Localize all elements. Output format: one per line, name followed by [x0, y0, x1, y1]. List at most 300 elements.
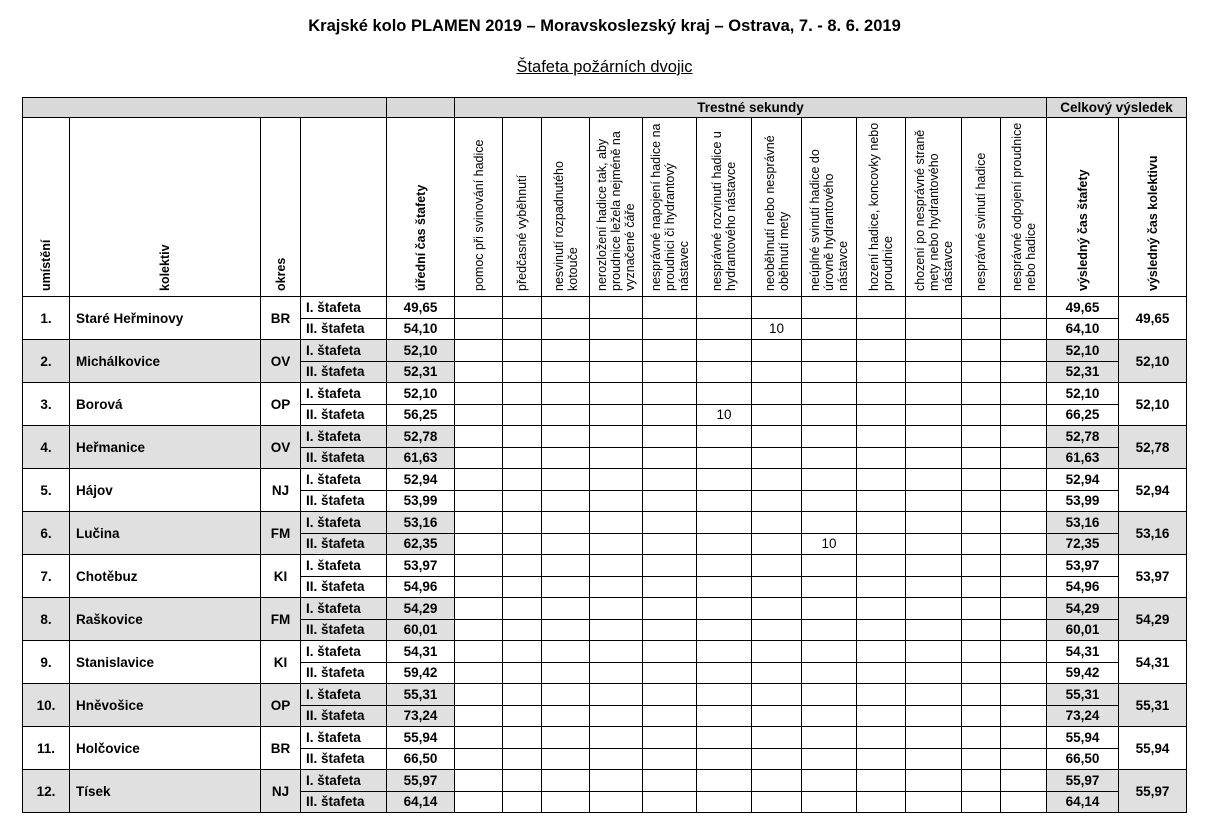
table-row — [23, 340, 1187, 362]
team-name-cell: Stanislavice — [70, 641, 261, 684]
penalty-cell — [590, 490, 643, 512]
penalty-cell — [697, 512, 752, 534]
relay-label-cell: II. štafeta — [301, 361, 387, 383]
district-cell: OV — [261, 340, 301, 383]
official-time-cell: 60,01 — [387, 619, 455, 641]
penalty-cell — [697, 533, 752, 555]
penalty-cell — [802, 770, 857, 792]
final-time-cell: 49,65 — [1047, 297, 1119, 319]
penalty-cell — [1001, 533, 1047, 555]
rank-cell: 1. — [23, 297, 70, 340]
penalty-cell — [962, 727, 1001, 749]
final-time-cell: 59,42 — [1047, 662, 1119, 684]
penalty-cell — [962, 533, 1001, 555]
final-time-cell: 53,97 — [1047, 555, 1119, 577]
penalty-cell — [590, 318, 643, 340]
penalty-column-header-text: nerozložení hadice tak, aby proudnice ležela nejméně na vyznačené čáře — [595, 131, 637, 291]
rank-cell: 10. — [23, 684, 70, 727]
team-name-cell: Tísek — [70, 770, 261, 813]
relay-label-cell: II. štafeta — [301, 490, 387, 512]
official-time-cell: 61,63 — [387, 447, 455, 469]
penalty-cell — [802, 555, 857, 577]
rank-cell: 6. — [23, 512, 70, 555]
official-time-column-header-rotated — [393, 121, 449, 291]
penalty-cell — [1001, 684, 1047, 706]
penalty-cell — [590, 791, 643, 813]
final-time-cell: 66,50 — [1047, 748, 1119, 770]
penalty-cell — [697, 684, 752, 706]
penalty-cell — [857, 533, 906, 555]
penalty-cell — [802, 748, 857, 770]
penalty-cell — [802, 791, 857, 813]
penalty-cell — [697, 748, 752, 770]
penalty-cell — [1001, 662, 1047, 684]
table-row — [23, 555, 1187, 577]
official-time-cell: 66,50 — [387, 748, 455, 770]
penalty-column-header-rotated — [503, 121, 542, 291]
team-result-column-header — [1119, 118, 1187, 297]
group-header-blank — [23, 98, 387, 118]
page-title: Krajské kolo PLAMEN 2019 – Moravskoslezský kraj – Ostrava, 7. - 8. 6. 2019 — [308, 17, 901, 35]
team-name-cell: Borová — [70, 383, 261, 426]
official-time-cell: 49,65 — [387, 297, 455, 319]
penalty-cell — [697, 770, 752, 792]
penalty-cell — [503, 619, 542, 641]
official-time-cell: 62,35 — [387, 533, 455, 555]
penalty-cell — [906, 662, 962, 684]
table-row — [23, 727, 1187, 749]
penalty-cell — [906, 791, 962, 813]
penalty-cell — [906, 404, 962, 426]
penalty-cell — [906, 447, 962, 469]
penalty-cell — [542, 619, 590, 641]
penalty-column-header — [542, 118, 590, 297]
penalty-cell — [455, 555, 503, 577]
penalty-cell — [542, 426, 590, 448]
penalty-cell — [962, 361, 1001, 383]
penalty-cell — [590, 361, 643, 383]
district-column-header-text: okres — [273, 257, 288, 291]
penalty-cell — [643, 512, 697, 534]
penalty-cell — [906, 598, 962, 620]
penalty-cell — [962, 641, 1001, 663]
penalty-cell — [643, 748, 697, 770]
penalty-cell — [906, 490, 962, 512]
penalty-cell — [503, 791, 542, 813]
team-name-cell: Staré Heřminovy — [70, 297, 261, 340]
penalty-cell — [857, 684, 906, 706]
penalty-cell — [590, 727, 643, 749]
penalty-cell — [643, 598, 697, 620]
penalty-cell — [643, 727, 697, 749]
penalty-cell — [906, 705, 962, 727]
penalty-cell — [962, 705, 1001, 727]
penalty-cell — [802, 662, 857, 684]
penalty-cell — [857, 705, 906, 727]
final-time-cell: 66,25 — [1047, 404, 1119, 426]
penalty-cell — [752, 297, 802, 319]
penalty-cell — [643, 447, 697, 469]
penalty-cell — [906, 512, 962, 534]
penalty-cell — [962, 770, 1001, 792]
penalty-cell — [857, 447, 906, 469]
penalty-cell — [542, 705, 590, 727]
penalty-cell — [590, 404, 643, 426]
penalty-column-header-wrap — [962, 118, 1000, 296]
penalty-cell — [906, 297, 962, 319]
penalty-cell — [542, 404, 590, 426]
rank-column-header-wrap — [23, 118, 69, 296]
penalty-cell — [962, 555, 1001, 577]
penalty-cell — [752, 619, 802, 641]
penalty-column-header-wrap — [542, 118, 589, 296]
penalty-cell — [906, 727, 962, 749]
penalty-cell — [962, 318, 1001, 340]
penalty-cell — [857, 748, 906, 770]
penalty-cell — [752, 512, 802, 534]
penalty-cell — [1001, 512, 1047, 534]
final-time-cell: 64,14 — [1047, 791, 1119, 813]
relay-label-cell: II. štafeta — [301, 447, 387, 469]
penalty-cell — [962, 340, 1001, 362]
penalty-cell — [590, 469, 643, 491]
penalty-column-header — [590, 118, 643, 297]
team-name-cell: Hájov — [70, 469, 261, 512]
district-cell: OV — [261, 426, 301, 469]
penalty-cell — [590, 619, 643, 641]
penalty-cell — [455, 383, 503, 405]
rank-cell: 11. — [23, 727, 70, 770]
penalty-cell — [962, 576, 1001, 598]
rank-column-header-rotated — [23, 121, 70, 291]
penalty-cell — [1001, 705, 1047, 727]
penalty-cell — [857, 383, 906, 405]
penalty-cell — [455, 684, 503, 706]
team-result-cell: 49,65 — [1119, 297, 1187, 340]
relay-label-cell: I. štafeta — [301, 598, 387, 620]
penalty-cell — [542, 447, 590, 469]
penalty-column-header-wrap — [643, 118, 696, 296]
penalty-cell — [906, 684, 962, 706]
penalty-column-header-wrap — [697, 118, 751, 296]
relay-label-cell: II. štafeta — [301, 748, 387, 770]
team-result-cell: 53,97 — [1119, 555, 1187, 598]
penalty-cell — [1001, 555, 1047, 577]
penalty-cell — [455, 361, 503, 383]
penalty-cell — [590, 297, 643, 319]
penalty-cell — [590, 533, 643, 555]
penalty-cell — [1001, 340, 1047, 362]
penalty-cell — [455, 662, 503, 684]
table-row — [23, 641, 1187, 663]
penalty-cell — [857, 619, 906, 641]
penalty-cell — [802, 705, 857, 727]
penalty-cell — [752, 770, 802, 792]
district-cell: OP — [261, 383, 301, 426]
penalty-cell — [503, 490, 542, 512]
penalty-column-header-text: neoběhnutí nebo nesprávné oběhnutí mety — [762, 135, 791, 291]
penalty-column-header — [455, 118, 503, 297]
penalty-column-header-wrap — [455, 118, 502, 296]
final-time-cell: 53,99 — [1047, 490, 1119, 512]
penalty-cell — [503, 641, 542, 663]
relay-label-cell: II. štafeta — [301, 404, 387, 426]
penalty-cell — [857, 361, 906, 383]
penalty-cell — [542, 512, 590, 534]
final-time-column-header — [1047, 118, 1119, 297]
penalty-cell — [857, 426, 906, 448]
penalty-cell — [962, 619, 1001, 641]
final-time-cell: 61,63 — [1047, 447, 1119, 469]
penalty-cell — [697, 469, 752, 491]
final-time-column-header-wrap — [1047, 118, 1118, 296]
table-row — [23, 426, 1187, 448]
penalty-cell — [643, 684, 697, 706]
penalty-cell — [962, 748, 1001, 770]
penalty-cell — [802, 447, 857, 469]
penalty-cell — [962, 469, 1001, 491]
penalty-cell — [503, 598, 542, 620]
penalty-cell — [906, 555, 962, 577]
penalty-cell — [752, 340, 802, 362]
team-name-cell: Hněvošice — [70, 684, 261, 727]
penalty-column-header-text: nesprávné svinutí hadice — [974, 152, 988, 291]
penalty-cell — [643, 705, 697, 727]
penalty-cell — [697, 383, 752, 405]
penalty-cell — [857, 770, 906, 792]
penalty-cell — [857, 598, 906, 620]
penalty-cell — [455, 404, 503, 426]
penalty-cell — [1001, 598, 1047, 620]
final-time-column-header-text: výsledný čas štafety — [1075, 169, 1090, 291]
penalty-cell — [857, 555, 906, 577]
team-result-cell: 55,97 — [1119, 770, 1187, 813]
penalty-cell — [802, 297, 857, 319]
penalty-cell — [962, 490, 1001, 512]
final-time-cell: 55,31 — [1047, 684, 1119, 706]
official-time-cell: 54,29 — [387, 598, 455, 620]
penalty-cell — [752, 641, 802, 663]
final-time-cell: 53,16 — [1047, 512, 1119, 534]
district-cell: FM — [261, 512, 301, 555]
penalty-column-header — [503, 118, 542, 297]
penalty-cell — [542, 361, 590, 383]
penalty-cell — [643, 641, 697, 663]
penalty-cell — [542, 576, 590, 598]
penalty-column-header-text: hození hadice, koncovky nebo proudnice — [867, 122, 895, 291]
official-time-cell: 53,99 — [387, 490, 455, 512]
district-column-header-rotated — [261, 121, 301, 291]
penalty-cell — [857, 340, 906, 362]
penalty-column-header — [643, 118, 697, 297]
penalty-cell — [590, 555, 643, 577]
penalty-cell — [643, 340, 697, 362]
final-time-cell: 72,35 — [1047, 533, 1119, 555]
penalty-cell — [802, 727, 857, 749]
penalty-column-header — [802, 118, 857, 297]
penalty-cell — [503, 533, 542, 555]
penalty-column-header-text: chození po nesprávné straně mety nebo hydrantového nástavce — [912, 129, 955, 291]
penalty-cell — [752, 404, 802, 426]
penalty-cell — [802, 641, 857, 663]
penalty-cell — [542, 791, 590, 813]
penalty-cell — [906, 426, 962, 448]
penalty-cell — [542, 318, 590, 340]
relay-label-cell: I. štafeta — [301, 641, 387, 663]
total-group-header: Celkový výsledek — [1047, 98, 1187, 118]
penalty-cell — [503, 404, 542, 426]
team-result-column-header-text: výsledný čas kolektivu — [1145, 155, 1160, 291]
penalty-cell — [503, 770, 542, 792]
penalty-cell — [752, 490, 802, 512]
table-row — [23, 383, 1187, 405]
penalty-cell — [590, 383, 643, 405]
penalty-cell — [455, 791, 503, 813]
penalty-cell — [542, 598, 590, 620]
penalty-cell — [802, 469, 857, 491]
penalty-cell — [697, 662, 752, 684]
penalty-cell — [542, 340, 590, 362]
penalty-cell — [697, 576, 752, 598]
penalty-cell — [542, 684, 590, 706]
page-subtitle: Štafeta požárních dvojic — [516, 58, 693, 76]
penalty-cell — [697, 705, 752, 727]
penalty-column-header-text: nesprávné napojení hadice na proudnici či hydrantový nástavec — [648, 123, 691, 291]
penalty-cell — [643, 404, 697, 426]
penalty-cell — [455, 598, 503, 620]
penalty-cell — [503, 748, 542, 770]
column-header-row — [23, 118, 1187, 297]
final-time-cell: 64,10 — [1047, 318, 1119, 340]
penalty-cell — [1001, 619, 1047, 641]
penalty-cell — [503, 684, 542, 706]
penalty-cell — [643, 662, 697, 684]
team-result-cell: 55,94 — [1119, 727, 1187, 770]
official-time-cell: 64,14 — [387, 791, 455, 813]
penalty-cell — [590, 748, 643, 770]
penalty-cell — [962, 447, 1001, 469]
penalty-cell — [697, 490, 752, 512]
penalty-cell — [1001, 748, 1047, 770]
penalty-cell — [962, 662, 1001, 684]
penalty-column-header — [1001, 118, 1047, 297]
penalty-cell — [503, 447, 542, 469]
penalty-cell — [962, 512, 1001, 534]
penalty-cell — [503, 512, 542, 534]
penalty-cell — [752, 555, 802, 577]
penalty-cell — [503, 426, 542, 448]
penalty-cell — [542, 727, 590, 749]
penalty-cell — [752, 598, 802, 620]
penalty-cell — [455, 748, 503, 770]
penalty-cell — [1001, 447, 1047, 469]
official-time-cell: 53,97 — [387, 555, 455, 577]
penalty-cell — [503, 555, 542, 577]
penalty-column-header — [752, 118, 802, 297]
penalty-cell — [455, 576, 503, 598]
penalty-cell — [643, 426, 697, 448]
penalty-cell — [857, 318, 906, 340]
penalty-cell — [752, 533, 802, 555]
penalty-cell — [590, 662, 643, 684]
penalty-cell: 10 — [697, 404, 752, 426]
penalty-cell — [503, 340, 542, 362]
penalty-cell — [962, 598, 1001, 620]
penalty-column-header-text: neúplné svinutí hadice do úrovně hydrantového nástavce — [808, 149, 850, 291]
penalty-cell — [455, 533, 503, 555]
penalty-cell — [697, 727, 752, 749]
penalty-column-header-text: nesprávné rozvinutí hadice u hydrantového nástavce — [710, 131, 738, 291]
penalty-cell — [906, 641, 962, 663]
penalty-cell — [802, 404, 857, 426]
penalty-column-header-text: nesprávné odpojení proudnice nebo hadice — [1009, 122, 1038, 291]
relay-label-cell: I. štafeta — [301, 469, 387, 491]
district-cell: OP — [261, 684, 301, 727]
penalty-column-header-rotated — [857, 121, 906, 291]
penalty-cell — [1001, 727, 1047, 749]
penalty-cell — [857, 662, 906, 684]
district-cell: NJ — [261, 770, 301, 813]
penalty-column-header-rotated — [542, 121, 590, 291]
rank-cell: 4. — [23, 426, 70, 469]
final-time-cell: 52,31 — [1047, 361, 1119, 383]
relay-label-cell: I. štafeta — [301, 555, 387, 577]
team-column-header-wrap — [70, 118, 260, 296]
penalty-cell — [643, 490, 697, 512]
penalty-cell — [697, 447, 752, 469]
penalty-cell — [455, 426, 503, 448]
penalty-cell — [906, 748, 962, 770]
penalty-cell — [906, 340, 962, 362]
penalty-cell — [857, 469, 906, 491]
penalty-cell — [697, 598, 752, 620]
penalty-cell — [503, 318, 542, 340]
penalty-cell — [802, 619, 857, 641]
penalty-cell — [752, 748, 802, 770]
penalty-cell — [962, 684, 1001, 706]
final-time-cell: 54,29 — [1047, 598, 1119, 620]
penalties-group-header: Trestné sekundy — [455, 98, 1047, 118]
relay-label-cell: I. štafeta — [301, 684, 387, 706]
penalty-cell — [455, 770, 503, 792]
relay-label-cell: I. štafeta — [301, 383, 387, 405]
penalty-cell — [503, 297, 542, 319]
district-cell: BR — [261, 727, 301, 770]
penalty-cell — [802, 426, 857, 448]
district-cell: KI — [261, 641, 301, 684]
team-name-cell: Heřmanice — [70, 426, 261, 469]
official-time-cell: 59,42 — [387, 662, 455, 684]
team-result-cell: 54,31 — [1119, 641, 1187, 684]
penalty-cell — [542, 383, 590, 405]
penalty-cell — [1001, 770, 1047, 792]
team-column-header-rotated — [137, 121, 193, 291]
official-time-cell: 56,25 — [387, 404, 455, 426]
team-name-cell: Chotěbuz — [70, 555, 261, 598]
penalty-cell — [752, 662, 802, 684]
penalty-cell — [590, 598, 643, 620]
penalty-column-header — [697, 118, 752, 297]
penalty-cell — [503, 361, 542, 383]
penalty-cell — [752, 426, 802, 448]
penalty-column-header-rotated — [455, 121, 503, 291]
official-time-cell: 52,10 — [387, 340, 455, 362]
penalty-cell — [802, 490, 857, 512]
penalty-cell — [1001, 383, 1047, 405]
penalty-cell — [455, 619, 503, 641]
penalty-cell — [906, 770, 962, 792]
team-result-cell: 52,10 — [1119, 340, 1187, 383]
